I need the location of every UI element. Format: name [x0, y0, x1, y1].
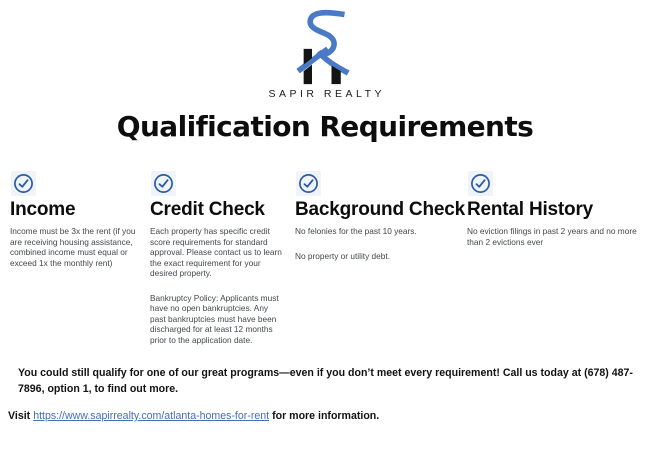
- footer-suffix: for more information.: [272, 410, 380, 422]
- website-link[interactable]: https://www.sapirrealty.com/atlanta-homes-for-rent: [33, 410, 270, 422]
- requirement-column-credit-check: [150, 171, 295, 359]
- column-paragraph: No property or utility debt.: [295, 250, 390, 261]
- column-paragraph: Bankruptcy Policy: Applicants must have no open bankruptcies. Any past bankruptcies must have been discharged for at least 12 months prior to the application date.: [150, 292, 279, 345]
- column-paragraph: No felonies for the past 10 years.: [295, 226, 417, 236]
- requirements-columns: [10, 171, 646, 359]
- column-heading: Background Check: [295, 199, 465, 220]
- column-heading: Income: [10, 199, 76, 220]
- column-heading: Credit Check: [150, 199, 265, 220]
- sapir-realty-logo-icon: [294, 8, 356, 86]
- footer-text: [8, 410, 638, 422]
- requirement-column-background-check: [295, 171, 467, 275]
- check-circle-icon: [151, 171, 176, 196]
- check-circle-icon: [11, 171, 36, 196]
- brand-header: [0, 8, 650, 100]
- footer-prefix: Visit: [8, 410, 31, 422]
- callout-text: You could still qualify for one of our great programs—even if you don’t meet every requirement! Call us today at (678) 487-7896, option 1, to find out more.: [18, 367, 633, 395]
- check-circle-icon: [468, 171, 493, 196]
- requirement-column-income: [10, 171, 150, 282]
- column-paragraph: No eviction filings in past 2 years and no more than 2 evictions ever: [467, 226, 637, 247]
- column-heading: Rental History: [467, 199, 594, 220]
- page-title: Qualification Requirements: [116, 110, 534, 143]
- check-circle-icon: [296, 171, 321, 196]
- brand-name: SAPIR REALTY: [268, 88, 385, 100]
- column-paragraph: Income must be 3x the rent (if you are receiving housing assistance, combined income must equal or exceed 1x the monthly rent): [10, 226, 136, 268]
- requirement-column-rental-history: [467, 171, 646, 261]
- column-paragraph: Each property has specific credit score requirements for standard approval. Please contact us to learn the exact requirement for your desired property.: [150, 226, 282, 279]
